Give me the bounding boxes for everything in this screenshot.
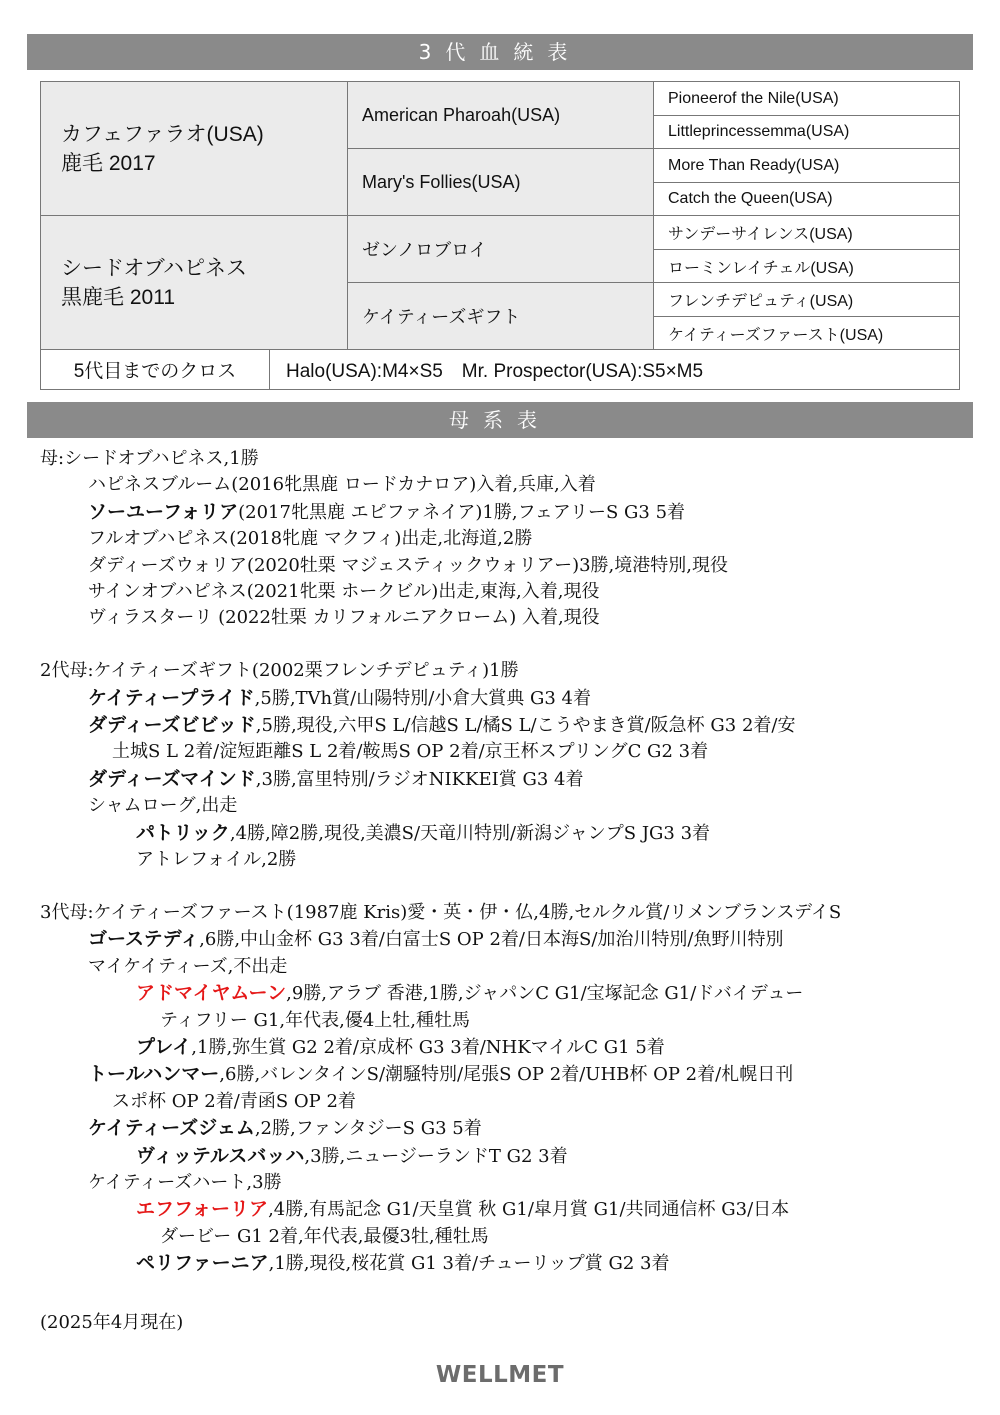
spacer [40,632,965,658]
family-line [40,766,965,793]
g3-cell [653,215,960,250]
horse-name-highlight: アドマイヤムーン [136,982,287,1005]
horse-record: ,1勝,現役,桜花賞 G1 3着/チューリップ賞 G2 3着 [268,1253,670,1275]
family-line: ケイティーズハート,3勝 [88,1171,282,1193]
sire-name: カフェファラオ(USA) [61,122,264,146]
horse-record: ,4勝,有馬記念 G1/天皇賞 秋 G1/皐月賞 G1/共同通信杯 G3/日本 [268,1199,790,1221]
family-line: フルオブハピネス(2018牝鹿 マクフィ)出走,北海道,2勝 [88,528,533,550]
family-line-continued: ティフリー G1,年代表,優4上牡,種牡馬 [160,1009,471,1031]
horse-name: トールハンマー [88,1063,220,1086]
cross-value: Halo(USA):M4×S5 Mr. Prospector(USA):S5×M5 [286,361,704,382]
g3-cell [653,148,960,183]
g3-cell [653,182,960,216]
g3-name: サンデーサイレンス(USA) [668,226,853,243]
family-header: 母系表 [27,402,973,438]
dam-cell [40,215,348,350]
family-line-continued: 土城S L 2着/淀短距離S L 2着/鞍馬S OP 2着/京王杯スプリングC G2 3着 [112,741,709,763]
g3-name: ローミンレイチェル(USA) [668,259,854,277]
horse-name: ヴィッテルスバッハ [136,1144,305,1167]
g3-name: More Than Ready(USA) [668,156,840,174]
horse-name: ソーユーフォリア [88,500,239,523]
dam-name: シードオブハピネス [61,256,248,280]
family-line [40,499,965,526]
horse-name: ダディーズマインド [88,767,256,790]
sire-sire-cell [347,81,654,149]
horse-record: ,6勝,バレンタインS/潮騒特別/尾張S OP 2着/UHB杯 OP 2着/札幌日刊 [219,1064,794,1086]
family-line [40,712,965,739]
family-line [40,820,965,847]
horse-record: (1987鹿 Kris)愛・英・伊・仏,4勝,セルクル賞/リメンブランスデイS [286,901,842,923]
horse-record: ,5勝,TVh賞/山陽特別/小倉大賞典 G3 4着 [254,687,591,709]
horse-record: (2017牝黒鹿 エピファネイア)1勝,フェアリーS G3 5着 [238,501,686,523]
g3-name: ケイティーズファースト(USA) [668,326,884,344]
family-line [40,685,965,712]
horse-record: ,6勝,中山金杯 G3 3着/白富士S OP 2着/日本海S/加治川特別/魚野川特別 [199,929,784,951]
sire-info: 鹿毛 2017 [61,151,156,175]
pedigree-table [40,81,960,390]
sire-dam-cell [347,148,654,216]
sire-sire-name: American Pharoah(USA) [362,104,561,125]
horse-name: ケイティープライド [88,686,255,709]
horse-name: ゴーステディ [88,928,200,951]
family-line: マイケイティーズ,不出走 [88,955,288,977]
g3-name: Littleprincessemma(USA) [668,123,850,140]
family-table [40,446,965,1278]
dam-info: 黒鹿毛 2011 [61,285,175,309]
g3-cell [653,282,960,317]
pedigree-header: 3代血統表 [27,34,973,70]
horse-record: ,2勝,ファンタジーS G3 5着 [254,1118,482,1140]
dam-sire-cell [347,215,654,283]
family-line [40,900,965,926]
as-of-note: (2025年4月現在) [40,1312,184,1333]
horse-name-highlight: エフフォーリア [136,1198,269,1221]
family-line [40,1115,965,1142]
dam-sire-name: ゼンノロブロイ [362,240,487,260]
horse-name: ケイティーズジェム [88,1117,255,1140]
family-line: ダディーズウォリア(2020牡栗 マジェスティックウォリアー)3勝,境港特別,現役 [88,554,728,576]
family-line-prefix: 3代母: [40,901,94,923]
family-line [40,1250,965,1277]
family-line: 2代母:ケイティーズギフト(2002栗フレンチデピュティ)1勝 [40,660,519,682]
family-line [40,980,965,1007]
horse-record: ,4勝,障2勝,現役,美濃S/天竜川特別/新潟ジャンプS JG3 3着 [229,822,711,844]
family-line: ヴィラスターリ (2022牡栗 カリフォルニアクローム) 入着,現役 [88,607,600,629]
g3-cell [653,249,960,283]
family-line-continued: スポ杯 OP 2着/青函S OP 2着 [112,1090,356,1112]
family-line [40,1196,965,1223]
dam-dam-name: ケイティーズギフト [362,307,521,327]
horse-name: ペリファーニア [136,1252,269,1275]
g3-name: Catch the Queen(USA) [668,190,833,207]
family-line: サインオブハピネス(2021牝栗 ホークビル)出走,東海,入着,現役 [88,581,600,603]
sire-dam-name: Mary's Follies(USA) [362,171,521,192]
family-line [40,1143,965,1170]
family-line: シャムローグ,出走 [88,795,238,817]
sire-cell [40,81,348,216]
family-line: ハピネスブルーム(2016牝黒鹿 ロードカナロア)入着,兵庫,入着 [88,474,596,496]
horse-name: パトリック [136,821,230,844]
cross-label-cell [40,349,270,390]
g3-name: Pioneerof the Nile(USA) [668,89,839,107]
family-line [40,926,965,953]
horse-record: ,9勝,アラブ 香港,1勝,ジャパンC G1/宝塚記念 G1/ドバイデュー [286,983,804,1005]
family-line [40,1061,965,1088]
g3-cell [653,115,960,149]
cross-value-cell [269,349,960,390]
horse-record: ,3勝,富里特別/ラジオNIKKEI賞 G3 4着 [255,768,584,790]
cross-label: 5代目までのクロス [73,361,237,382]
g3-cell [653,316,960,350]
horse-record: ,1勝,弥生賞 G2 2着/京成杯 G3 3着/NHKマイルC G1 5着 [191,1036,665,1058]
horse-name: ダディーズビビッド [88,714,256,737]
horse-name: プレイ [136,1035,192,1058]
g3-name: フレンチデピュティ(USA) [668,293,854,310]
dam-dam-cell [347,282,654,350]
family-line [40,1034,965,1061]
horse-record: ,3勝,ニュージーランドT G2 3着 [304,1145,568,1167]
family-line-continued: ダービー G1 2着,年代表,最優3牡,種牡馬 [160,1225,489,1247]
family-line: アトレフォイル,2勝 [136,849,297,871]
horse-name: ケイティーズファースト [93,901,287,923]
family-line: 母:シードオブハピネス,1勝 [40,448,259,469]
horse-record: ,5勝,現役,六甲S L/信越S L/橘S L/こうやまき賞/阪急杯 G3 2着/安 [255,715,796,737]
g3-cell [653,81,960,116]
spacer [40,873,965,899]
brand-logo: WELLMET [435,1362,565,1388]
